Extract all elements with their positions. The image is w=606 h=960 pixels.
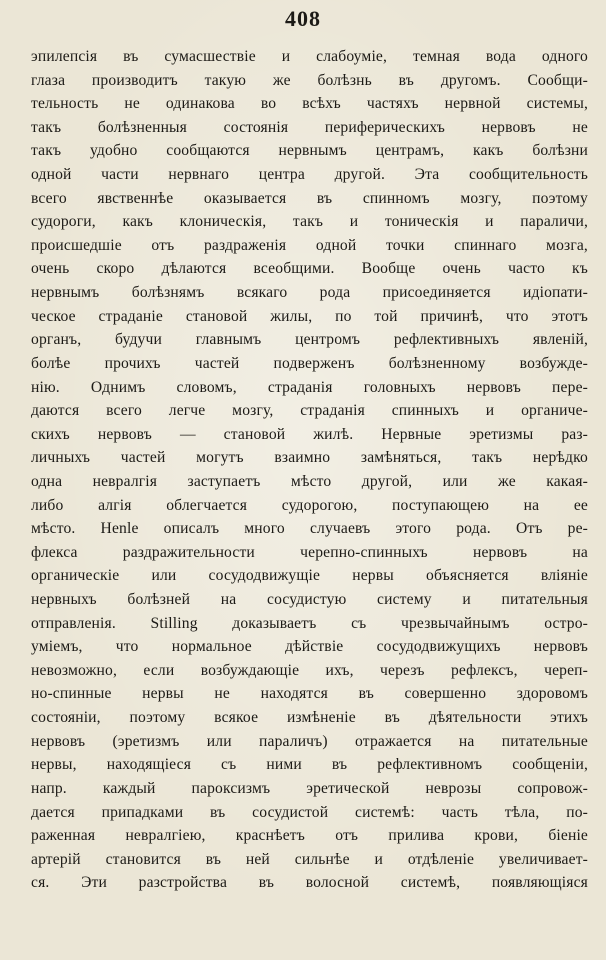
text-line: нервы, находящіеся съ ними въ рефлективномъ сообщеніи,: [31, 756, 588, 774]
text-line: органическіе или сосудодвижущіе нервы объясняется вліяніе: [31, 567, 588, 585]
text-line: раженная невралгіею, краснѣетъ отъ прилива крови, біеніе: [31, 827, 588, 845]
text-line: артерій становится въ ней сильнѣе и отдѣленіе увеличивает-: [31, 850, 588, 868]
text-line: отправленія. Stilling доказываетъ съ чрезвычайнымъ остро-: [31, 614, 588, 632]
text-line: тельность не одинакова во всѣхъ частяхъ нервной системы,: [31, 95, 588, 113]
text-line: нервныхъ болѣзней на сосудистую систему и питательныя: [31, 591, 588, 609]
body-text: [31, 45, 588, 895]
text-line: происшедшіе отъ раздраженія одной точки спиннаго мозга,: [31, 236, 588, 254]
text-line: очень скоро дѣлаются всеобщими. Вообще очень часто къ: [31, 260, 588, 278]
text-line: но-спинные нервы не находятся въ совершенно здоровомъ: [31, 685, 588, 703]
text-line: напр. каждый пароксизмъ эретической неврозы сопровож-: [31, 779, 588, 797]
text-line: уміемъ, что нормальное дѣйствіе сосудодвижущихъ нервовъ: [31, 638, 588, 656]
text-line: эпилепсія въ сумасшествіе и слабоуміе, темная вода одного: [31, 48, 588, 65]
text-line: одной части нервнаго центра другой. Эта сообщительность: [31, 166, 588, 184]
text-line: даются всего легче мозгу, страданія спинныхъ и органиче-: [31, 402, 588, 420]
page-number: 408: [285, 6, 321, 31]
text-line: мѣсто. Henle описалъ много случаевъ этого рода. Отъ ре-: [31, 520, 588, 538]
text-line: всего явственнѣе оказывается въ спинномъ мозгу, поэтому: [31, 189, 588, 207]
text-line: глаза производитъ такую же болѣзнь въ другомъ. Сообщи-: [31, 71, 588, 89]
text-line: болѣе прочихъ частей подверженъ болѣзненному возбужде-: [31, 354, 588, 372]
text-line: нію. Однимъ словомъ, страданія головныхъ нервовъ пере-: [31, 378, 588, 396]
text-line: флекса раздражительности черепно-спинныхъ нервовъ на: [31, 543, 588, 561]
text-line: состояніи, поэтому всякое измѣненіе въ дѣятельности этихъ: [31, 709, 588, 727]
text-line: ся. Эти разстройства въ волосной системѣ, появляющіяся: [31, 874, 588, 892]
text-line: органъ, будучи главнымъ центромъ рефлективныхъ явленій,: [31, 331, 588, 349]
text-line: скихъ нервовъ — становой жилѣ. Нервные эретизмы раз-: [31, 425, 588, 443]
text-line: судороги, какъ клоническія, такъ и тоническія и параличи,: [31, 213, 588, 231]
text-line: невозможно, если возбуждающіе ихъ, черезъ рефлексъ, череп-: [31, 661, 588, 679]
text-line: нервовъ (эретизмъ или параличъ) отражается на питательные: [31, 732, 588, 750]
text-line: дается припадками въ сосудистой системѣ: часть тѣла, по-: [31, 803, 588, 821]
text-line: либо алгія облегчается судорогою, поступающею на ее: [31, 496, 588, 514]
text-line: нервнымъ болѣзнямъ всякаго рода присоединяется идіопати-: [31, 284, 588, 302]
text-line: ческое страданіе становой жилы, по той причинѣ, что этотъ: [31, 307, 588, 325]
text-line: такъ болѣзненныя состоянія периферическихъ нервовъ не: [31, 118, 588, 136]
text-line: личныхъ частей могутъ взаимно замѣняться, такъ нерѣдко: [31, 449, 588, 467]
text-line: одна невралгія заступаетъ мѣсто другой, или же какая-: [31, 472, 588, 490]
text-line: такъ удобно сообщаются нервнымъ центрамъ, какъ болѣзни: [31, 142, 588, 160]
